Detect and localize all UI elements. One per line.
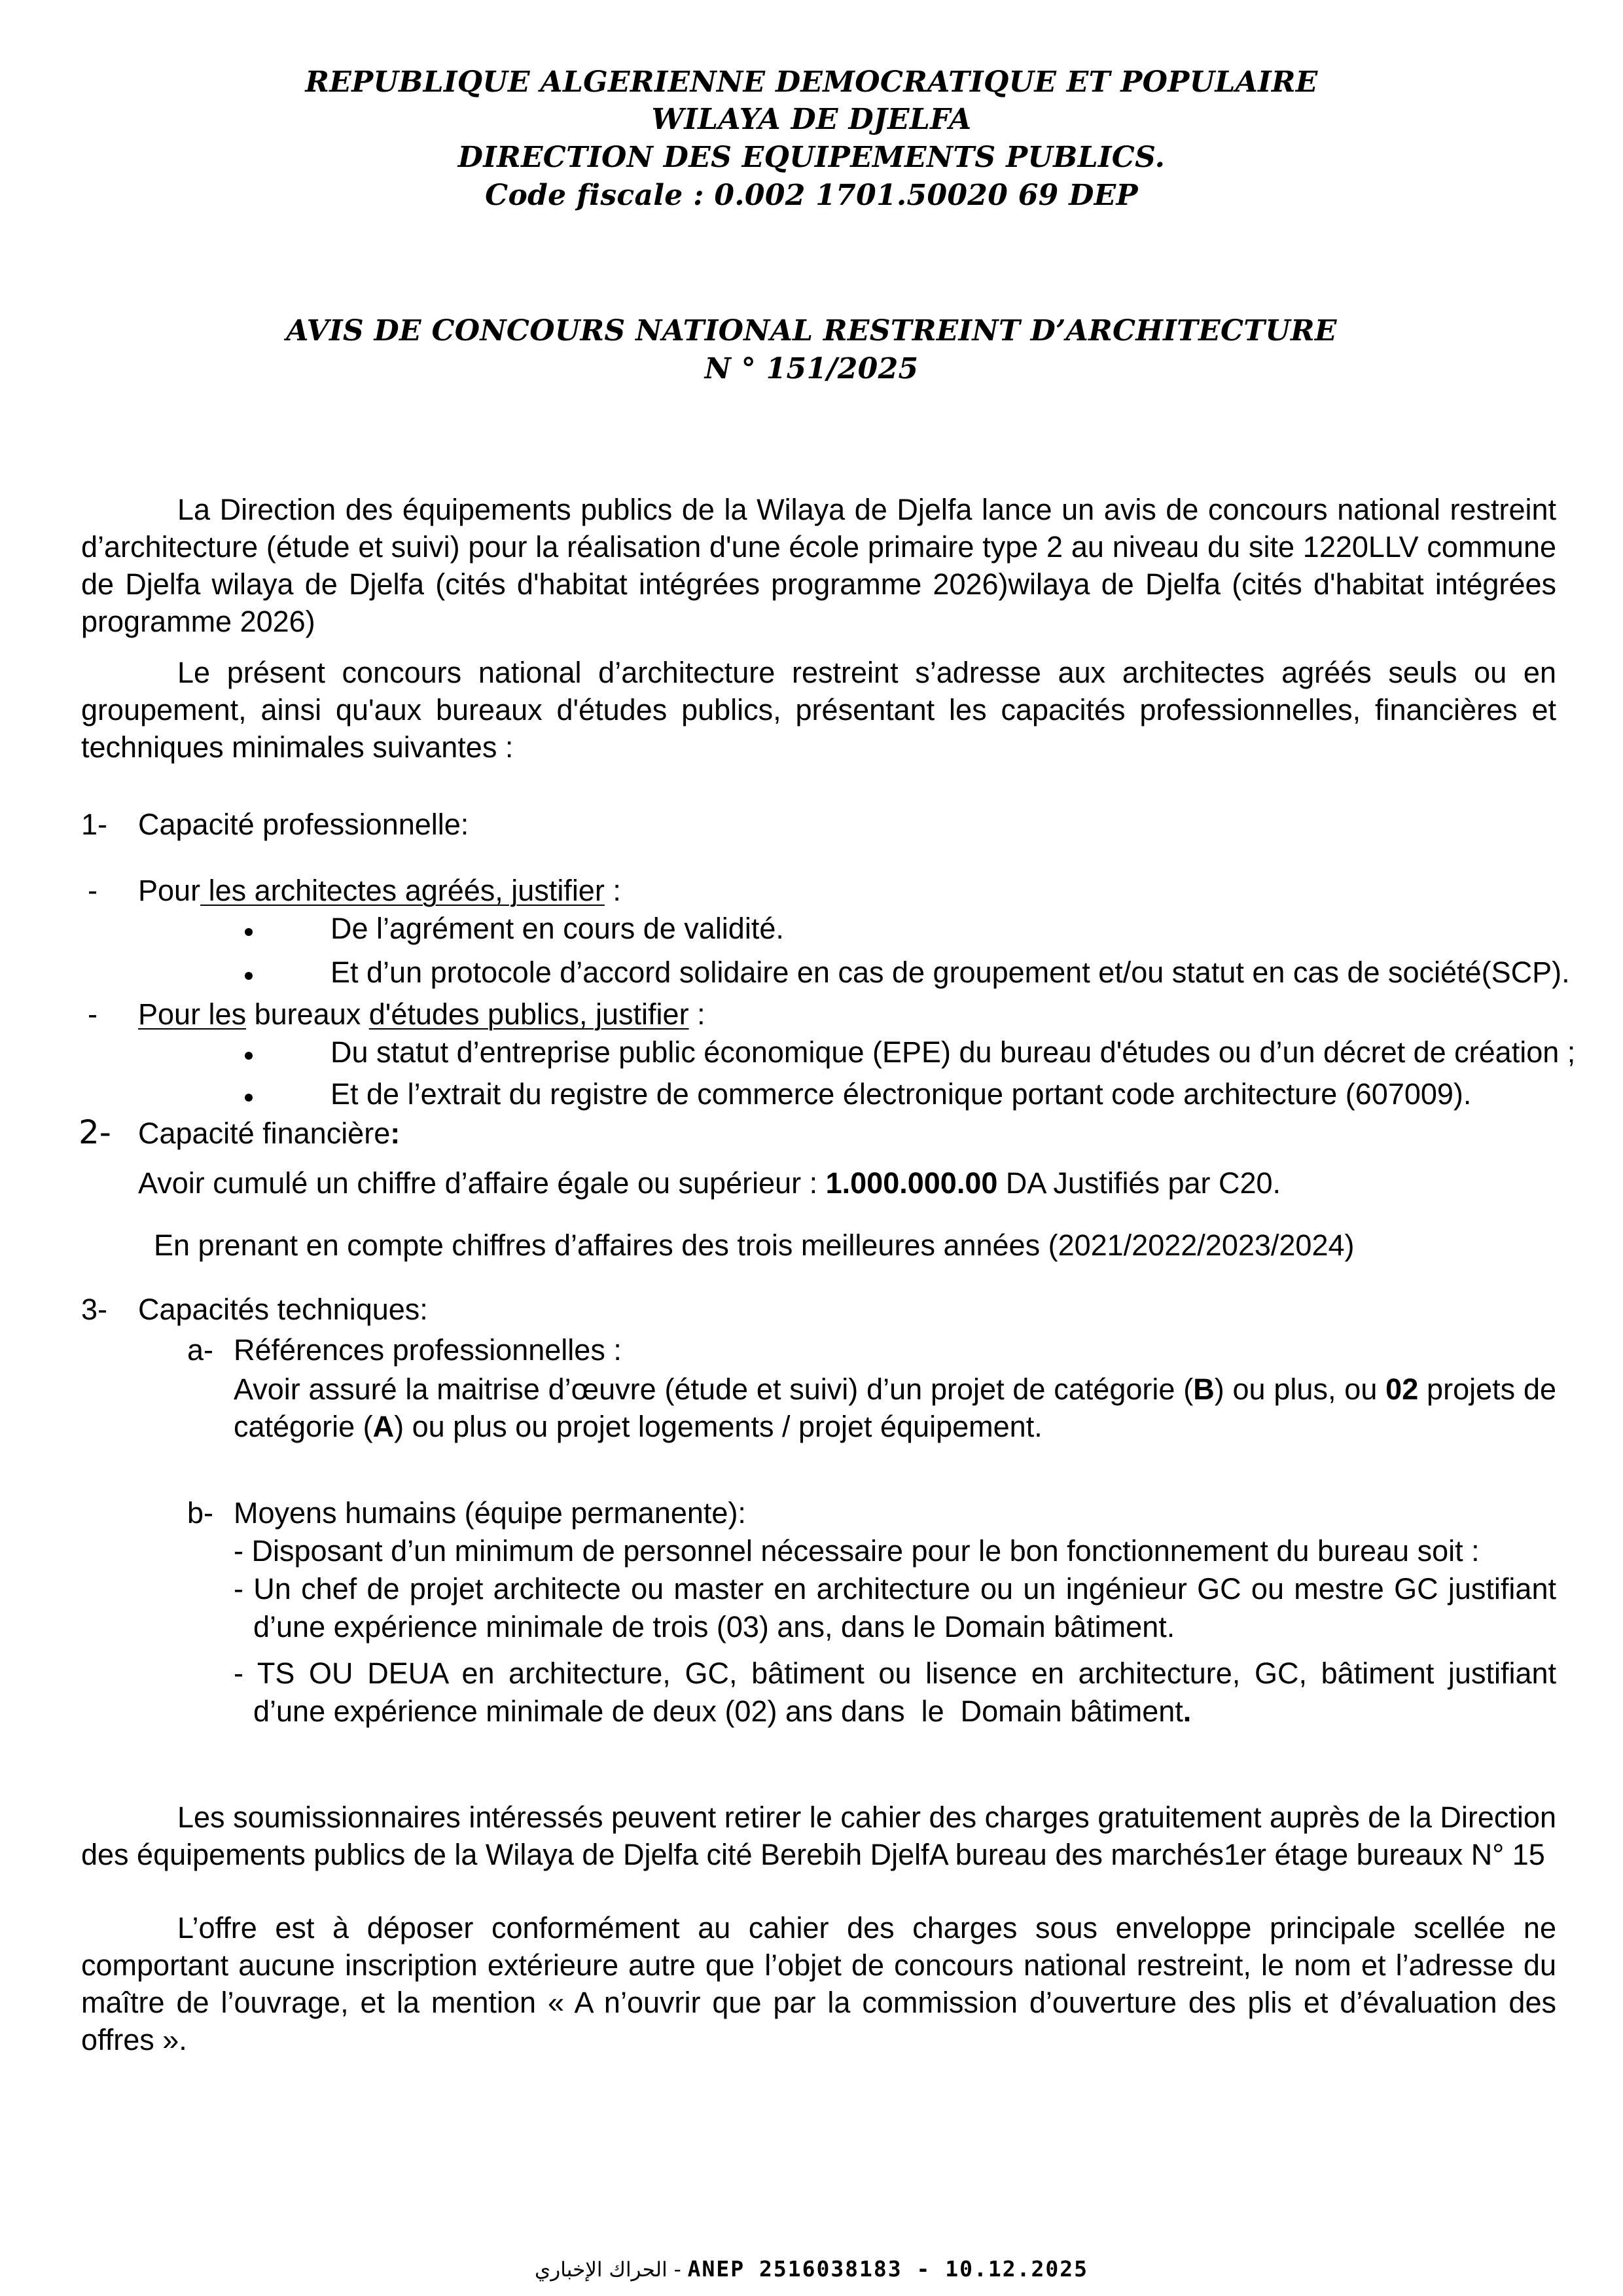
- staff-item-1: - Disposant d’un minimum de personnel nécessaire pour le bon fonctionnement du bureau soit :: [234, 1534, 1480, 1568]
- architects-item-1: De l’agrément en cours de validité.: [330, 912, 784, 945]
- closing-paragraph-1: Les soumissionnaires intéressés peuvent retirer le cahier des charges gratuitement auprès de la Direction des équipements publics de la Wilaya de Djelfa cité Berebih DjelfA bureau des marchés1er étage bureaux N° 15: [81, 1801, 1556, 1871]
- architects-heading-underlined: les architectes agréés, justifier: [200, 874, 605, 907]
- header-republic: REPUBLIQUE ALGERIENNE DEMOCRATIQUE ET POPULAIRE: [305, 65, 1318, 99]
- architects-heading: [138, 872, 621, 909]
- subsection-a-text-4: ) ou plus ou projet logements / projet équipement.: [394, 1410, 1043, 1443]
- bullet-icon: [245, 1094, 253, 1102]
- notice-title: AVIS DE CONCOURS NATIONAL RESTREINT D’ARCHITECTURE: [286, 314, 1337, 348]
- subsection-a-text: [234, 1371, 1556, 1445]
- category-a: A: [372, 1410, 395, 1443]
- financial-requirement: [138, 1164, 1281, 1202]
- bureaux-heading-mid: bureaux: [246, 997, 369, 1031]
- subsection-b-title: Moyens humains (équipe permanente):: [234, 1496, 746, 1530]
- bullet-icon: [245, 972, 253, 980]
- subsection-b-label: b-: [187, 1496, 214, 1530]
- section-3-title: Capacités techniques:: [138, 1293, 428, 1326]
- category-b: B: [1193, 1372, 1215, 1406]
- staff-item-3-period: .: [1183, 1695, 1192, 1728]
- bureaux-item-2: Et de l’extrait du registre de commerce électronique portant code architecture (607009).: [330, 1077, 1472, 1111]
- bureaux-heading-underlined-1: Pour les: [138, 997, 247, 1031]
- financial-requirement-post: DA Justifiés par C20.: [997, 1166, 1281, 1200]
- subsection-a-text-1: Avoir assuré la maitrise d’œuvre (étude et suivi) d’un projet de catégorie (: [234, 1372, 1194, 1406]
- subsection-a-label: a-: [187, 1333, 214, 1367]
- notice-number: N ° 151/2025: [704, 352, 919, 386]
- bullet-icon: [245, 928, 253, 936]
- footer-separator: -: [667, 2258, 688, 2282]
- section-2-number: 2-: [79, 1113, 111, 1151]
- staff-item-3-continued-text: d’une expérience minimale de deux (02) ans dans le Domain bâtiment: [253, 1695, 1183, 1728]
- section-1-title: Capacité professionnelle:: [138, 808, 469, 841]
- section-2-title-text: Capacité financière: [138, 1117, 391, 1150]
- staff-item-3-continued: [253, 1693, 1191, 1730]
- subsection-a-title: Références professionnelles :: [234, 1333, 622, 1367]
- financial-requirement-pre: Avoir cumulé un chiffre d’affaire égale ou supérieur :: [138, 1166, 826, 1200]
- section-1-number: 1-: [81, 808, 108, 841]
- financial-amount: 1.000.000.00: [825, 1166, 998, 1200]
- section-2-title: [138, 1115, 400, 1152]
- financial-note: En prenant en compte chiffres d’affaires des trois meilleures années (2021/2022/2023/2024): [154, 1229, 1355, 1262]
- staff-item-3: - TS OU DEUA en architecture, GC, bâtiment ou lisence en architecture, GC, bâtiment justifiant: [234, 1657, 1556, 1690]
- newspaper-name: الحراك الإخباري: [535, 2258, 668, 2282]
- section-2-title-colon: :: [390, 1117, 401, 1150]
- staff-item-2-continued: d’une expérience minimale de trois (03) ans, dans le Domain bâtiment.: [253, 1610, 1175, 1643]
- bureaux-item-1: Du statut d’entreprise public économique (EPE) du bureau d'études ou d’un décret de création ;: [330, 1035, 1576, 1069]
- publication-footer: [0, 2256, 1623, 2283]
- closing-paragraph-2: L’offre est à déposer conformément au cahier des charges sous enveloppe principale scellée ne comportant aucune inscription extérieure autre que l’objet de concours national restreint, le nom et l’adresse du maître de l’ouvrage, et la mention « A n’ouvrir que par la commission d’ouverture des plis et d’évaluation des offres ».: [81, 1911, 1556, 2056]
- header-fiscal-code: Code fiscale : 0.002 1701.50020 69 DEP: [485, 179, 1138, 212]
- header-direction: DIRECTION DES EQUIPEMENTS PUBLICS.: [457, 141, 1166, 174]
- section-3-number: 3-: [81, 1293, 108, 1326]
- bullet-icon: [245, 1052, 253, 1060]
- subsection-a-text-2: ) ou plus, ou: [1214, 1372, 1386, 1406]
- anep-reference: ANEP 2516038183 - 10.12.2025: [687, 2256, 1088, 2282]
- architects-heading-pre: Pour: [138, 874, 201, 907]
- project-count: 02: [1385, 1372, 1419, 1406]
- bureaux-dash: -: [88, 997, 98, 1031]
- architects-dash: -: [88, 874, 98, 907]
- architects-item-2: Et d’un protocole d’accord solidaire en cas de groupement et/ou statut en cas de société(SCP).: [330, 956, 1570, 989]
- subsection-a-text-3: projets de catégorie (: [234, 1372, 1557, 1443]
- intro-paragraph-2: Le présent concours national d’architecture restreint s’adresse aux architectes agréés seuls ou en groupement, ainsi qu'aux bureaux d'études publics, présentant les capacités professionnelles, financières et techniques minimales suivantes :: [81, 656, 1556, 764]
- architects-heading-post: :: [604, 874, 621, 907]
- bureaux-heading-post: :: [688, 997, 705, 1031]
- header-wilaya: WILAYA DE DJELFA: [651, 103, 972, 136]
- intro-paragraph-1: La Direction des équipements publics de la Wilaya de Djelfa lance un avis de concours national restreint d’architecture (étude et suivi) pour la réalisation d'une école primaire type 2 au niveau du site 1220LLV commune de Djelfa wilaya de Djelfa (cités d'habitat intégrées programme 2026)wilaya de Djelfa (cités d'habitat intégrées programme 2026): [81, 493, 1556, 638]
- bureaux-heading: [138, 996, 705, 1033]
- bureaux-heading-underlined-2: d'études publics, justifier: [368, 997, 689, 1031]
- staff-item-2: - Un chef de projet architecte ou master en architecture ou un ingénieur GC ou mestre GC justifiant: [234, 1572, 1556, 1605]
